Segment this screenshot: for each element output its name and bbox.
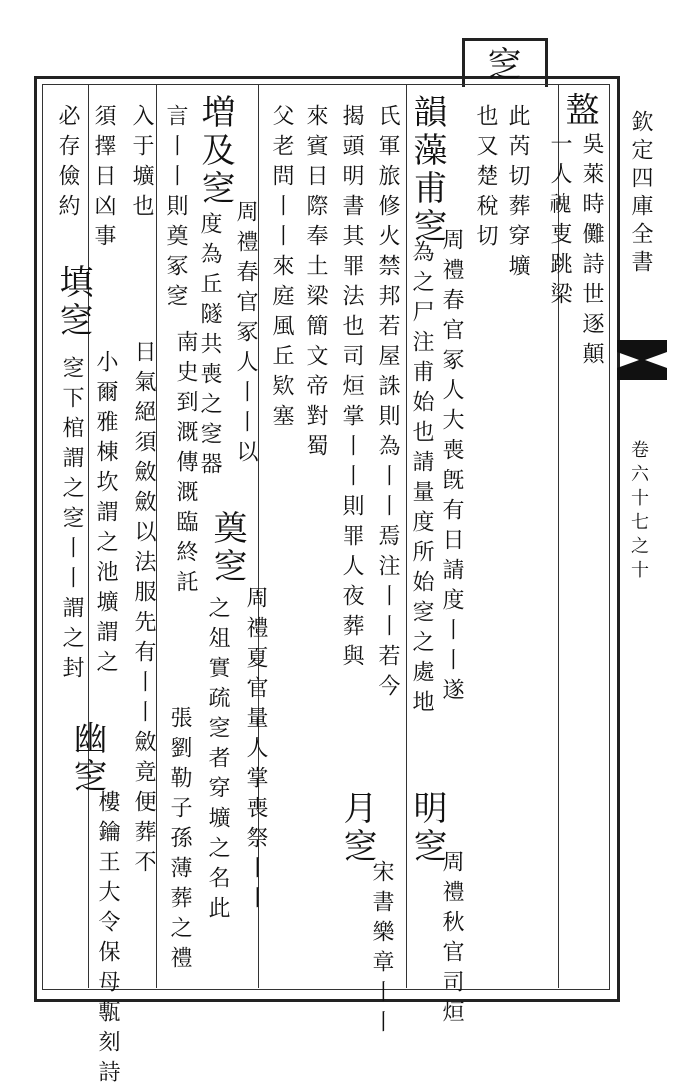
ming-note: 周禮秋官司烜 (439, 850, 464, 1030)
text-column-11: 周禮春官冢人丨丨以 (233, 200, 258, 470)
text-column-13: 言丨丨則奠冢窆 (163, 104, 188, 314)
text-column-6: 為之尸注甫始也請量度所始窆之處地 (409, 240, 434, 720)
headword-you: 幽窆 (67, 720, 107, 796)
text-column-4: 一人𩲡叓跳梁 (547, 132, 572, 312)
text-column-12: 度為丘隧共喪之窆器 (197, 212, 222, 482)
text-column-10: 父老問丨丨來庭風丘欵塞 (269, 104, 294, 434)
text-column-16: 必存儉約 (55, 104, 80, 224)
headword-ming: 明窆 (407, 790, 447, 866)
text-column-8: 揭頭明書其罪法也司烜掌丨丨則罪人夜葬與 (339, 104, 364, 674)
headword-pan: 盩 (559, 92, 599, 130)
tian-note: 小爾雅棟坎謂之池壙謂之 (93, 350, 118, 680)
dian-note: 周禮夏官量人掌喪祭丨丨 (243, 586, 268, 916)
column-rule (88, 84, 89, 988)
text-column-14: 入于壙也 (129, 104, 154, 224)
you-note: 樓鑰王大令保母甎刻詩 (95, 790, 120, 1090)
headword-zeng-ji: 増及窆 (195, 94, 235, 208)
tian-column-2: 窆下棺謂之窆丨丨謂之封 (59, 356, 84, 686)
nan-column-2: 日氣絕須斂斂以法服先有丨丨斂竟便葬不 (131, 340, 156, 880)
fish-tail-mark (617, 340, 667, 380)
text-column-3: 吳萊時儺詩世逐顛 (579, 132, 604, 372)
text-column-9: 來賓日際奉土梁簡文帝對蜀 (303, 104, 328, 464)
column-rule (156, 84, 157, 988)
dian-column-2: 之俎實疏窆者穿壙之名此 (205, 596, 230, 926)
nan-note: 南史到溉傳溉臨終託 (173, 330, 198, 600)
text-column-5: 周禮春官冢人大喪旣有日請度丨丨遂 (439, 228, 464, 708)
top-headword: 窆 (481, 46, 521, 84)
volume-page-label: 卷六十七之十 (628, 440, 649, 584)
headword-fu-bian: 韻藻甫窆 (407, 94, 447, 246)
headword-tian: 填窆 (53, 264, 93, 340)
headword-dian: 奠窆 (207, 510, 247, 586)
text-column-7: 氏軍旅修火禁邦若屋誅則為丨丨焉注丨丨若今 (375, 104, 400, 704)
headword-yue: 月窆 (337, 790, 377, 866)
text-column-1: 此芮切葬穿壙 (505, 104, 530, 284)
dian-column-3: 張劉勒子孫薄葬之禮 (167, 706, 192, 976)
text-column-15: 須擇日凶事 (91, 104, 116, 254)
series-title: 欽定四庫全書 (628, 110, 653, 278)
text-column-2: 也又楚稅切 (473, 104, 498, 254)
yue-note: 宋書樂章丨丨 (369, 860, 394, 1040)
